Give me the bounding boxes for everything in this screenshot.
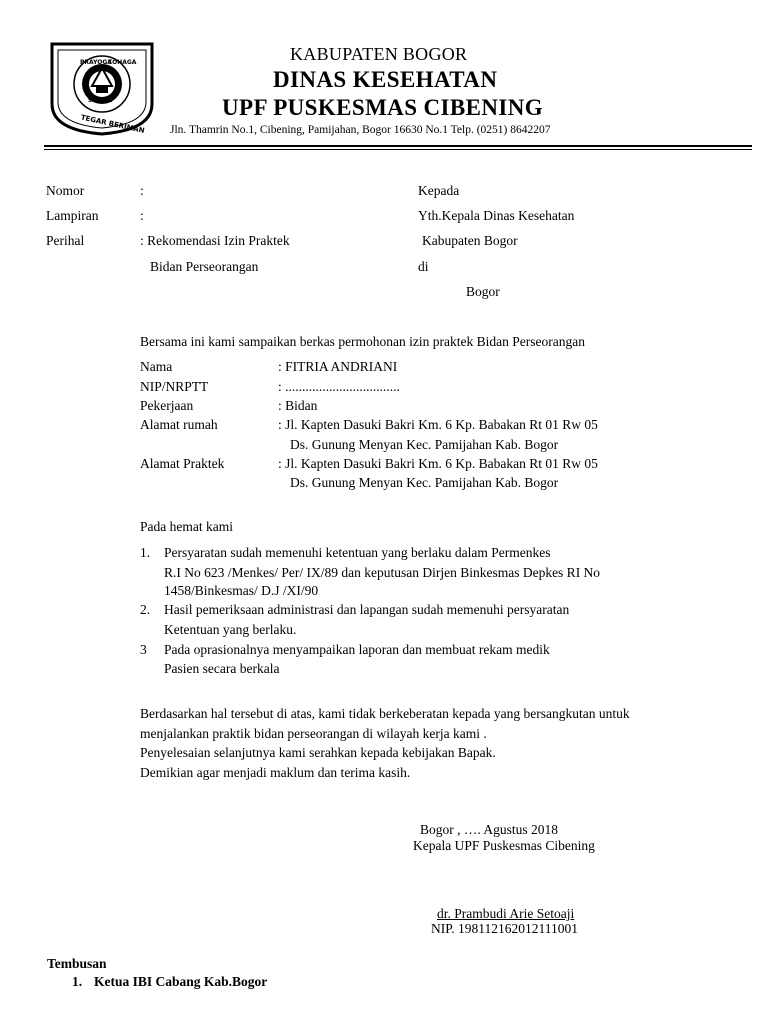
consideration-2-line1: Hasil pemeriksaan administrasi dan lapangan sudah memenuhi persyaratan: [164, 602, 570, 617]
pekerjaan-value: : Bidan: [278, 398, 318, 413]
recipient-regency: Kabupaten Bogor: [422, 233, 518, 248]
header-puskesmas: UPF PUSKESMAS CIBENING: [222, 95, 544, 120]
closing-line3: Penyelesaian selanjutnya kami serahkan kepada kebijakan Bapak.: [140, 745, 496, 760]
recipient-city: Bogor: [466, 284, 500, 299]
header-regency: KABUPATEN BOGOR: [290, 44, 468, 64]
closing-line1: Berdasarkan hal tersebut di atas, kami tidak berkeberatan kepada yang bersangkutan untuk: [140, 706, 630, 721]
consideration-1-line3: 1458/Binkesmas/ D.J /XI/90: [164, 583, 319, 598]
alamat-rumah-line1: : Jl. Kapten Dasuki Bakri Km. 6 Kp. Babakan Rt 01 Rw 05: [278, 417, 598, 432]
recipient-di: di: [418, 259, 429, 274]
logo-top-right-text: TOHAGA: [108, 59, 137, 66]
header-address: Jln. Thamrin No.1, Cibening, Pamijahan, Bogor 16630 No.1 Telp. (0251) 8642207: [170, 124, 551, 136]
puskesmas-logo: [44, 40, 160, 136]
signature-position: Kepala UPF Puskesmas Cibening: [413, 838, 595, 853]
perihal-value-2: Bidan Perseorangan: [150, 259, 259, 274]
header-rule-thin: [44, 149, 752, 150]
lampiran-label: Lampiran: [46, 208, 99, 223]
nama-value: : FITRIA ANDRIANI: [278, 359, 398, 374]
consideration-2-line2: Ketentuan yang berlaku.: [164, 622, 297, 637]
alamat-rumah-line2: Ds. Gunung Menyan Kec. Pamijahan Kab. Bogor: [290, 437, 559, 452]
cc-item-1: Ketua IBI Cabang Kab.Bogor: [94, 974, 268, 989]
consideration-2-number: 2.: [140, 602, 151, 617]
consideration-3-line2: Pasien secara berkala: [164, 661, 280, 676]
closing-line2: menjalankan praktik bidan perseorangan di wilayah kerja kami .: [140, 726, 487, 741]
consideration-3-line1: Pada oprasionalnya menyampaikan laporan dan membuat rekam medik: [164, 642, 550, 657]
perihal-value: : Rekomendasi Izin Praktek: [140, 233, 290, 248]
alamat-praktek-label: Alamat Praktek: [140, 456, 225, 471]
closing-line4: Demikian agar menjadi maklum dan terima kasih.: [140, 765, 411, 780]
header-rule-thick: [44, 145, 752, 147]
cc-heading: Tembusan: [47, 956, 107, 971]
logo-center-text: SAYAGA: [88, 98, 113, 104]
nip-value: : ..................................: [278, 379, 400, 394]
consideration-1-line1: Persyaratan sudah memenuhi ketentuan yang berlaku dalam Permenkes: [164, 545, 551, 560]
signature-place-date: Bogor , …. Agustus 2018: [420, 822, 559, 837]
consideration-3-number: 3: [140, 642, 147, 657]
consideration-1-number: 1.: [140, 545, 151, 560]
signature-name: dr. Prambudi Arie Setoaji: [437, 906, 575, 921]
alamat-praktek-line1: : Jl. Kapten Dasuki Bakri Km. 6 Kp. Babakan Rt 01 Rw 05: [278, 456, 598, 471]
nama-label: Nama: [140, 359, 173, 374]
logo-top-left-text: PRAYOGA: [80, 59, 112, 66]
recipient-kepada: Kepada: [418, 183, 460, 198]
pekerjaan-label: Pekerjaan: [140, 398, 194, 413]
header-agency: DINAS KESEHATAN: [273, 67, 498, 92]
alamat-rumah-label: Alamat rumah: [140, 417, 218, 432]
nomor-colon: :: [140, 183, 144, 198]
perihal-label: Perihal: [46, 233, 85, 248]
signature-nip: NIP. 198112162012111001: [431, 921, 579, 936]
logo-motto-text: TEGAR BERIMAN: [80, 113, 146, 135]
alamat-praktek-line2: Ds. Gunung Menyan Kec. Pamijahan Kab. Bogor: [290, 475, 559, 490]
cc-item-1-number: 1.: [72, 974, 83, 989]
recipient-title: Yth.Kepala Dinas Kesehatan: [418, 208, 575, 223]
intro-paragraph: Bersama ini kami sampaikan berkas permohonan izin praktek Bidan Perseorangan: [140, 334, 585, 349]
nomor-label: Nomor: [46, 183, 85, 198]
nip-label: NIP/NRPTT: [140, 379, 209, 394]
considerations-heading: Pada hemat kami: [140, 519, 233, 534]
lampiran-colon: :: [140, 208, 144, 223]
consideration-1-line2: R.I No 623 /Menkes/ Per/ IX/89 dan keputusan Dirjen Binkesmas Depkes RI No: [164, 565, 601, 580]
